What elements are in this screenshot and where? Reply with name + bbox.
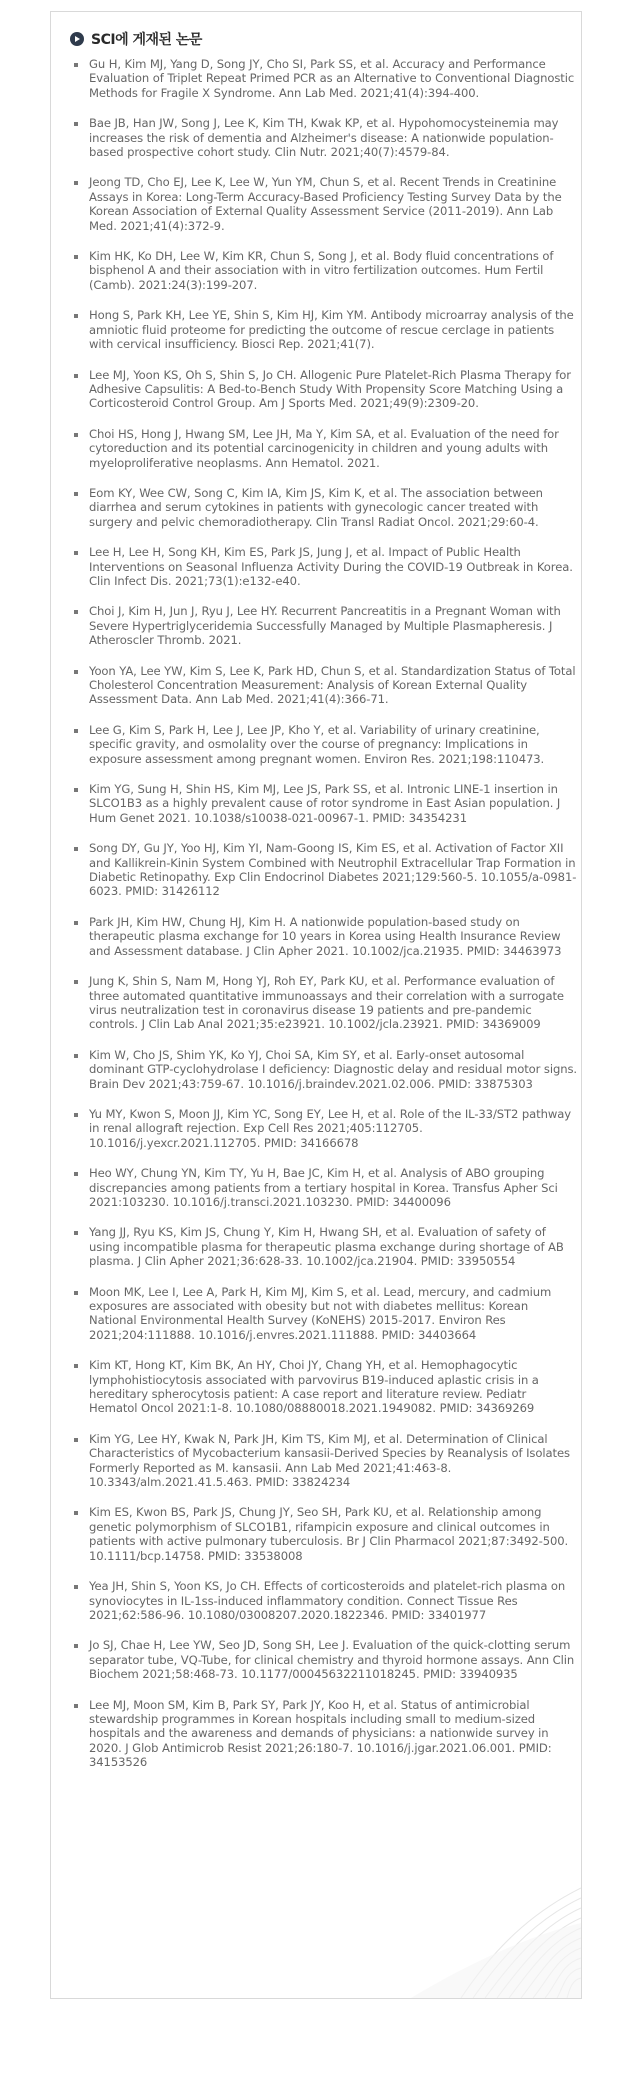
reference-item: Choi J, Kim H, Jun J, Ryu J, Lee HY. Recurrent Pancreatitis in a Pregnant Woman with Severe Hypertriglyceridemia Successfully Managed by Multiple Plasmapheresis. J Atheroscler Thromb. 2021. [72, 604, 578, 647]
reference-item: Yu MY, Kwon S, Moon JJ, Kim YC, Song EY, Lee H, et al. Role of the IL-33/ST2 pathway in renal allograft rejection. Exp Cell Res 2021;405:112705. 10.1016/j.yexcr.2021.112705. PMID: 34166678 [72, 1107, 578, 1150]
reference-item: Eom KY, Wee CW, Song C, Kim IA, Kim JS, Kim K, et al. The association between diarrhea and serum cytokines in patients with gynecologic cancer treated with surgery and pelvic chemoradiotherapy. Clin Transl Radiat Oncol. 2021;29:60-4. [72, 486, 578, 529]
reference-item: Kim KT, Hong KT, Kim BK, An HY, Choi JY, Chang YH, et al. Hemophagocytic lymphohistiocytosis associated with parvovirus B19-induced aplastic crisis in a hereditary spherocytosis patient: A case report and literature review. Pediatr Hematol Oncol 2021:1-8. 10.1080/08880018.2021.1949082. PMID: 34369269 [72, 1358, 578, 1416]
reference-item: Heo WY, Chung YN, Kim TY, Yu H, Bae JC, Kim H, et al. Analysis of ABO grouping discrepancies among patients from a tertiary hospital in Korea. Transfus Apher Sci 2021:103230. 10.1016/j.transci.2021.103230. PMID: 34400096 [72, 1166, 578, 1209]
reference-item: Gu H, Kim MJ, Yang D, Song JY, Cho SI, Park SS, et al. Accuracy and Performance Evaluation of Triplet Repeat Primed PCR as an Alternative to Conventional Diagnostic Methods for Fragile X Syndrome. Ann Lab Med. 2021;41(4):394-400. [72, 57, 578, 100]
reference-item: Kim HK, Ko DH, Lee W, Kim KR, Chun S, Song J, et al. Body fluid concentrations of bisphenol A and their association with in vitro fertilization outcomes. Hum Fertil (Camb). 2021:24(3):199-207. [72, 249, 578, 292]
reference-list [72, 57, 578, 1786]
reference-item: Jeong TD, Cho EJ, Lee K, Lee W, Yun YM, Chun S, et al. Recent Trends in Creatinine Assays in Korea: Long-Term Accuracy-Based Proficiency Testing Survey Data by the Korean Association of External Quality Assessment Service (2011-2019). Ann Lab Med. 2021;41(4):372-9. [72, 175, 578, 233]
publications-card [50, 11, 582, 1999]
section-title: SCI에 게재된 논문 [91, 32, 202, 48]
reference-item: Kim ES, Kwon BS, Park JS, Chung JY, Seo SH, Park KU, et al. Relationship among genetic polymorphism of SLCO1B1, rifampicin exposure and clinical outcomes in patients with active pulmonary tuberculosis. Br J Clin Pharmacol 2021;87:3492-500. 10.1111/bcp.14758. PMID: 33538008 [72, 1505, 578, 1563]
reference-item: Kim YG, Lee HY, Kwak N, Park JH, Kim TS, Kim MJ, et al. Determination of Clinical Characteristics of Mycobacterium kansasii-Derived Species by Reanalysis of Isolates Formerly Reported as M. kansasii. Ann Lab Med 2021;41:463-8. 10.3343/alm.2021.41.5.463. PMID: 33824234 [72, 1432, 578, 1490]
reference-item: Moon MK, Lee I, Lee A, Park H, Kim MJ, Kim S, et al. Lead, mercury, and cadmium exposures are associated with obesity but not with diabetes mellitus: Korean National Environmental Health Survey (KoNEHS) 2015-2017. Environ Res 2021;204:111888. 10.1016/j.envres.2021.111888. PMID: 34403664 [72, 1285, 578, 1343]
open-book-watermark-icon [351, 1868, 581, 1998]
reference-item: Bae JB, Han JW, Song J, Lee K, Kim TH, Kwak KP, et al. Hypohomocysteinemia may increases the risk of dementia and Alzheimer's disease: A nationwide population-based prospective cohort study. Clin Nutr. 2021;40(7):4579-84. [72, 116, 578, 159]
reference-item: Song DY, Gu JY, Yoo HJ, Kim YI, Nam-Goong IS, Kim ES, et al. Activation of Factor XII and Kallikrein-Kinin System Combined with Neutrophil Extracellular Trap Formation in Diabetic Retinopathy. Exp Clin Endocrinol Diabetes 2021;129:560-5. 10.1055/a-0981-6023. PMID: 31426112 [72, 841, 578, 899]
reference-item: Park JH, Kim HW, Chung HJ, Kim H. A nationwide population-based study on therapeutic plasma exchange for 10 years in Korea using Health Insurance Review and Assessment database. J Clin Apher 2021. 10.1002/jca.21935. PMID: 34463973 [72, 915, 578, 958]
reference-item: Yang JJ, Ryu KS, Kim JS, Chung Y, Kim H, Hwang SH, et al. Evaluation of safety of using incompatible plasma for therapeutic plasma exchange during shortage of AB plasma. J Clin Apher 2021;36:628-33. 10.1002/jca.21904. PMID: 33950554 [72, 1225, 578, 1268]
reference-item: Yea JH, Shin S, Yoon KS, Jo CH. Effects of corticosteroids and platelet-rich plasma on synoviocytes in IL-1ss-induced inflammatory condition. Connect Tissue Res 2021;62:586-96. 10.1080/03008207.2020.1822346. PMID: 33401977 [72, 1579, 578, 1622]
play-circle-icon [70, 32, 84, 46]
reference-item: Jo SJ, Chae H, Lee YW, Seo JD, Song SH, Lee J. Evaluation of the quick-clotting serum separator tube, VQ-Tube, for clinical chemistry and thyroid hormone assays. Ann Clin Biochem 2021;58:468-73. 10.1177/00045632211018245. PMID: 33940935 [72, 1638, 578, 1681]
reference-item: Lee G, Kim S, Park H, Lee J, Lee JP, Kho Y, et al. Variability of urinary creatinine, specific gravity, and osmolality over the course of pregnancy: Implications in exposure assessment among pregnant women. Environ Res. 2021;198:110473. [72, 723, 578, 766]
reference-item: Lee MJ, Moon SM, Kim B, Park SY, Park JY, Koo H, et al. Status of antimicrobial stewardship programmes in Korean hospitals including small to medium-sized hospitals and the awareness and demands of physicians: a nationwide survey in 2020. J Glob Antimicrob Resist 2021;26:180-7. 10.1016/j.jgar.2021.06.001. PMID: 34153526 [72, 1698, 578, 1770]
section-header [70, 29, 202, 49]
reference-item: Kim YG, Sung H, Shin HS, Kim MJ, Lee JS, Park SS, et al. Intronic LINE-1 insertion in SLCO1B3 as a highly prevalent cause of rotor syndrome in East Asian population. J Hum Genet 2021. 10.1038/s10038-021-00967-1. PMID: 34354231 [72, 782, 578, 825]
reference-item: Yoon YA, Lee YW, Kim S, Lee K, Park HD, Chun S, et al. Standardization Status of Total Cholesterol Concentration Measurement: Analysis of Korean External Quality Assessment Data. Ann Lab Med. 2021;41(4):366-71. [72, 664, 578, 707]
reference-item: Jung K, Shin S, Nam M, Hong YJ, Roh EY, Park KU, et al. Performance evaluation of three automated quantitative immunoassays and their correlation with a surrogate virus neutralization test in coronavirus disease 19 patients and pre-pandemic controls. J Clin Lab Anal 2021;35:e23921. 10.1002/jcla.23921. PMID: 34369009 [72, 974, 578, 1032]
reference-item: Lee MJ, Yoon KS, Oh S, Shin S, Jo CH. Allogenic Pure Platelet-Rich Plasma Therapy for Adhesive Capsulitis: A Bed-to-Bench Study With Propensity Score Matching Using a Corticosteroid Control Group. Am J Sports Med. 2021;49(9):2309-20. [72, 368, 578, 411]
reference-item: Choi HS, Hong J, Hwang SM, Lee JH, Ma Y, Kim SA, et al. Evaluation of the need for cytoreduction and its potential carcinogenicity in children and young adults with myeloproliferative neoplasms. Ann Hematol. 2021. [72, 427, 578, 470]
reference-item: Lee H, Lee H, Song KH, Kim ES, Park JS, Jung J, et al. Impact of Public Health Interventions on Seasonal Influenza Activity During the COVID-19 Outbreak in Korea. Clin Infect Dis. 2021;73(1):e132-e40. [72, 545, 578, 588]
reference-item: Hong S, Park KH, Lee YE, Shin S, Kim HJ, Kim YM. Antibody microarray analysis of the amniotic fluid proteome for predicting the outcome of rescue cerclage in patients with cervical insufficiency. Biosci Rep. 2021;41(7). [72, 308, 578, 351]
reference-item: Kim W, Cho JS, Shim YK, Ko YJ, Choi SA, Kim SY, et al. Early-onset autosomal dominant GTP-cyclohydrolase I deficiency: Diagnostic delay and residual motor signs. Brain Dev 2021;43:759-67. 10.1016/j.braindev.2021.02.006. PMID: 33875303 [72, 1048, 578, 1091]
